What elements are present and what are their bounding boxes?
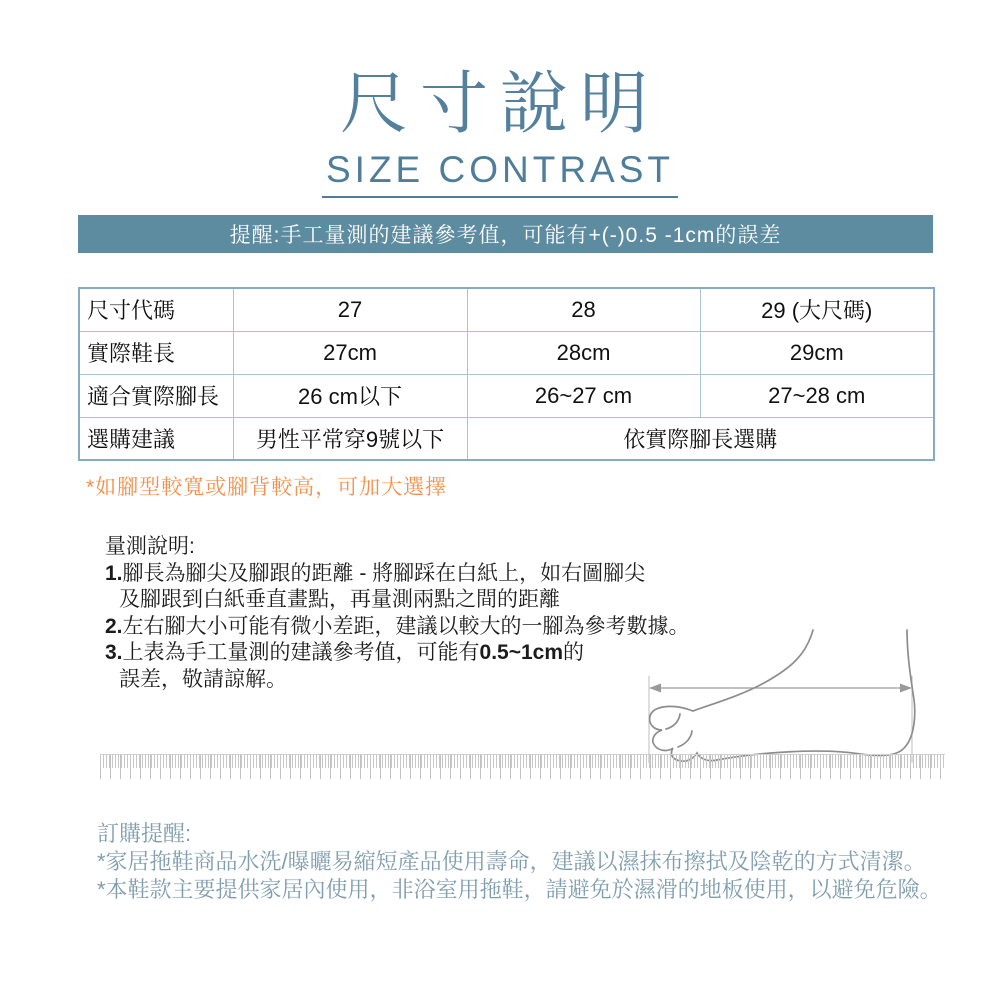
item-text: 腳長為腳尖及腳跟的距離 - 將腳踩在白紙上，如右圖腳尖: [122, 561, 646, 585]
page-title: 尺寸說明: [339, 65, 660, 144]
measurement-item-1: [105, 561, 745, 588]
length-arrow: [649, 684, 912, 693]
measurement-title: 量測說明:: [105, 535, 195, 558]
order-reminder-line1: *家居拖鞋商品水洗/曝曬易縮短產品使用壽命，建議以濕抹布擦拭及陰乾的方式清潔。: [97, 849, 926, 874]
table-row-shoe-length: [79, 331, 934, 374]
row-label: 適合實際腳長: [79, 374, 233, 417]
table-cell: 29cm: [700, 331, 934, 374]
size-table: [78, 287, 935, 461]
table-cell: 28cm: [467, 331, 700, 374]
item-text: 左右腳大小可能有微小差距，建議以較大的一腳為參考數據。: [122, 614, 690, 638]
table-cell: 男性平常穿9號以下: [233, 417, 467, 460]
reminder-banner: [78, 215, 933, 253]
table-row-advice: [79, 417, 934, 460]
row-label: 實際鞋長: [79, 331, 233, 374]
page-subtitle: SIZE CONTRAST: [322, 149, 678, 198]
ruler-icon: [100, 754, 945, 779]
item-number: 1.: [105, 561, 123, 585]
table-cell: 27cm: [233, 331, 467, 374]
table-cell: 26~27 cm: [467, 374, 700, 417]
table-cell: 29 (大尺碼): [700, 288, 934, 331]
page-subtitle-wrap: [0, 149, 1000, 198]
foot-measurement-illustration: [615, 626, 970, 770]
table-row-foot-length: [79, 374, 934, 417]
table-cell-merged: 依實際腳長選購: [467, 417, 934, 460]
reminder-banner-text: 提醒:手工量測的建議參考值，可能有+(-)0.5 -1cm的誤差: [229, 224, 782, 247]
item-number: 2.: [105, 614, 123, 638]
order-reminder-title: 訂購提醒:: [97, 821, 192, 846]
row-label: 選購建議: [79, 417, 233, 460]
item-text-bold: 0.5~1cm: [479, 641, 564, 664]
measurement-item-1-cont: 及腳跟到白紙垂直畫點，再量測兩點之間的距離: [119, 588, 560, 611]
measurement-item-3-cont: 誤差，敬請諒解。: [119, 667, 287, 691]
item-text: 的: [563, 641, 585, 664]
item-text: 上表為手工量測的建議參考值，可能有: [122, 641, 480, 664]
order-reminder-line2: *本鞋款主要提供家居內使用，非浴室用拖鞋，請避免於濕滑的地板使用，以避免危險。: [97, 877, 942, 902]
foot-outline: [650, 630, 915, 761]
item-number: 3.: [105, 641, 123, 664]
table-cell: 28: [467, 288, 700, 331]
table-cell: 26 cm以下: [233, 374, 467, 417]
order-reminder: [97, 820, 967, 904]
row-label: 尺寸代碼: [79, 288, 233, 331]
table-row-size-code: [79, 288, 934, 331]
table-cell: 27~28 cm: [700, 374, 934, 417]
table-cell: 27: [233, 288, 467, 331]
wide-foot-note: *如腳型較寬或腳背較高，可加大選擇: [86, 476, 448, 499]
